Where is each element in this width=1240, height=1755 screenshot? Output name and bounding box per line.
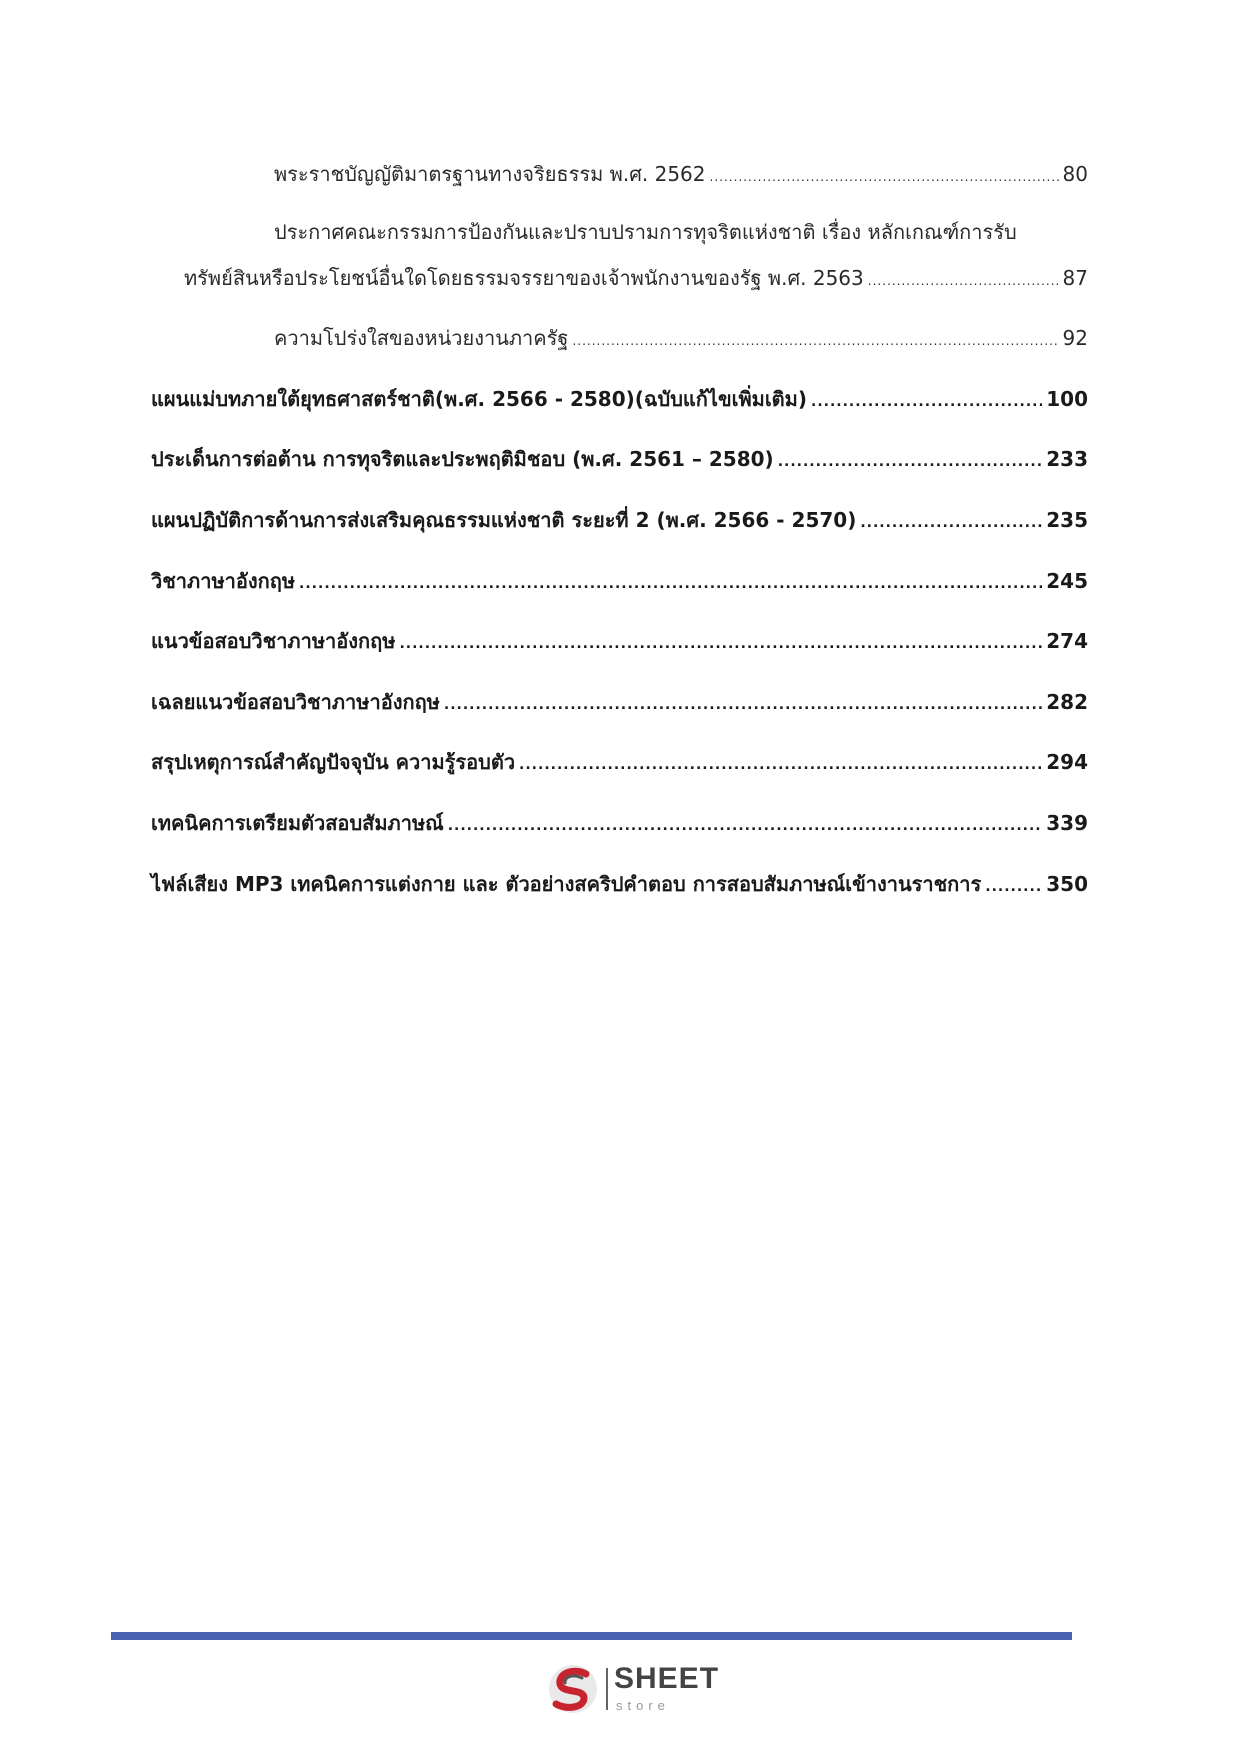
toc-entry-title: ประเด็นการต่อต้าน การทุจริตและประพฤติมิชอบ (พ.ศ. 2561 – 2580) (151, 447, 774, 471)
toc-entry-page: 80 (1062, 162, 1088, 186)
toc-entry-title: เทคนิคการเตรียมตัวสอบสัมภาษณ์ (151, 811, 444, 835)
toc-entry-title: ทรัพย์สินหรือประโยชน์อื่นใดโดยธรรมจรรยาของเจ้าพนักงานของรัฐ พ.ศ. 2563 (184, 266, 864, 290)
toc-entry-title: สรุปเหตุการณ์สำคัญปัจจุบัน ความรู้รอบตัว (151, 750, 516, 774)
toc-leader-dots (778, 454, 1043, 470)
toc-entry[interactable] (151, 625, 1088, 657)
toc-entry[interactable] (151, 746, 1088, 778)
toc-entry-page: 235 (1046, 508, 1088, 532)
footer-divider (111, 1632, 1072, 1640)
toc-entry[interactable] (151, 443, 1088, 475)
toc-entry-title: แนวข้อสอบวิชาภาษาอังกฤษ (151, 629, 396, 653)
toc-entry[interactable] (151, 868, 1088, 900)
toc-entry[interactable] (151, 807, 1088, 839)
toc-entry-page: 274 (1046, 629, 1088, 653)
toc-entry-title: วิชาภาษาอังกฤษ (151, 569, 296, 593)
toc-entry-page: 87 (1062, 266, 1088, 290)
toc-entry-page: 100 (1046, 387, 1088, 411)
toc-leader-dots (811, 394, 1042, 410)
toc-entry[interactable] (151, 383, 1088, 415)
toc-entry[interactable] (151, 686, 1088, 718)
toc-entry-page: 294 (1046, 750, 1088, 774)
toc-entry-page: 282 (1046, 690, 1088, 714)
toc-entry-page: 339 (1046, 811, 1088, 835)
toc-entry-title: แผนแม่บทภายใต้ยุทธศาสตร์ชาติ(พ.ศ. 2566 - 2580)(ฉบับแก้ไขเพิ่มเติม) (151, 387, 807, 411)
toc-entry-page: 245 (1046, 569, 1088, 593)
toc-entry[interactable] (274, 322, 1088, 354)
toc-leader-dots (299, 576, 1042, 592)
toc-entry[interactable] (184, 262, 1088, 294)
toc-entry-title-line1: ประกาศคณะกรรมการป้องกันและปราบปรามการทุจริตแห่งชาติ เรื่อง หลักเกณฑ์การรับ (274, 220, 1017, 244)
logo-divider (606, 1668, 608, 1710)
toc-entry[interactable] (151, 565, 1088, 597)
toc-entry-title: ไฟล์เสียง MP3 เทคนิคการแต่งกาย และ ตัวอย่างสคริปคำตอบ การสอบสัมภาษณ์เข้างานราชการ (151, 872, 982, 896)
toc-entry-page: 92 (1062, 326, 1088, 350)
logo-subword: store (616, 1698, 670, 1713)
sheet-store-logo (546, 1662, 726, 1718)
toc-entry[interactable] (274, 158, 1088, 190)
toc-leader-dots (399, 636, 1042, 652)
toc-leader-dots (572, 334, 1058, 348)
toc-entry[interactable] (151, 504, 1088, 536)
toc-leader-dots (444, 697, 1042, 713)
logo-wordmark: SHEET (614, 1662, 720, 1695)
toc-entry-title: แผนปฏิบัติการด้านการส่งเสริมคุณธรรมแห่งชาติ ระยะที่ 2 (พ.ศ. 2566 - 2570) (151, 508, 857, 532)
toc-leader-dots (448, 818, 1043, 834)
toc-entry-title: พระราชบัญญัติมาตรฐานทางจริยธรรม พ.ศ. 2562 (274, 162, 706, 186)
toc-entry-page: 233 (1046, 447, 1088, 471)
toc-leader-dots (519, 757, 1042, 773)
toc-leader-dots (860, 515, 1042, 531)
toc-entry-title: ความโปร่งใสของหน่วยงานภาครัฐ (274, 326, 569, 350)
toc-entry-page: 350 (1046, 872, 1088, 896)
toc-leader-dots (868, 274, 1059, 288)
toc-entry-title: เฉลยแนวข้อสอบวิชาภาษาอังกฤษ (151, 690, 440, 714)
toc-leader-dots (985, 879, 1042, 895)
sheet-store-logo-icon (546, 1662, 600, 1716)
toc-leader-dots (710, 170, 1059, 184)
